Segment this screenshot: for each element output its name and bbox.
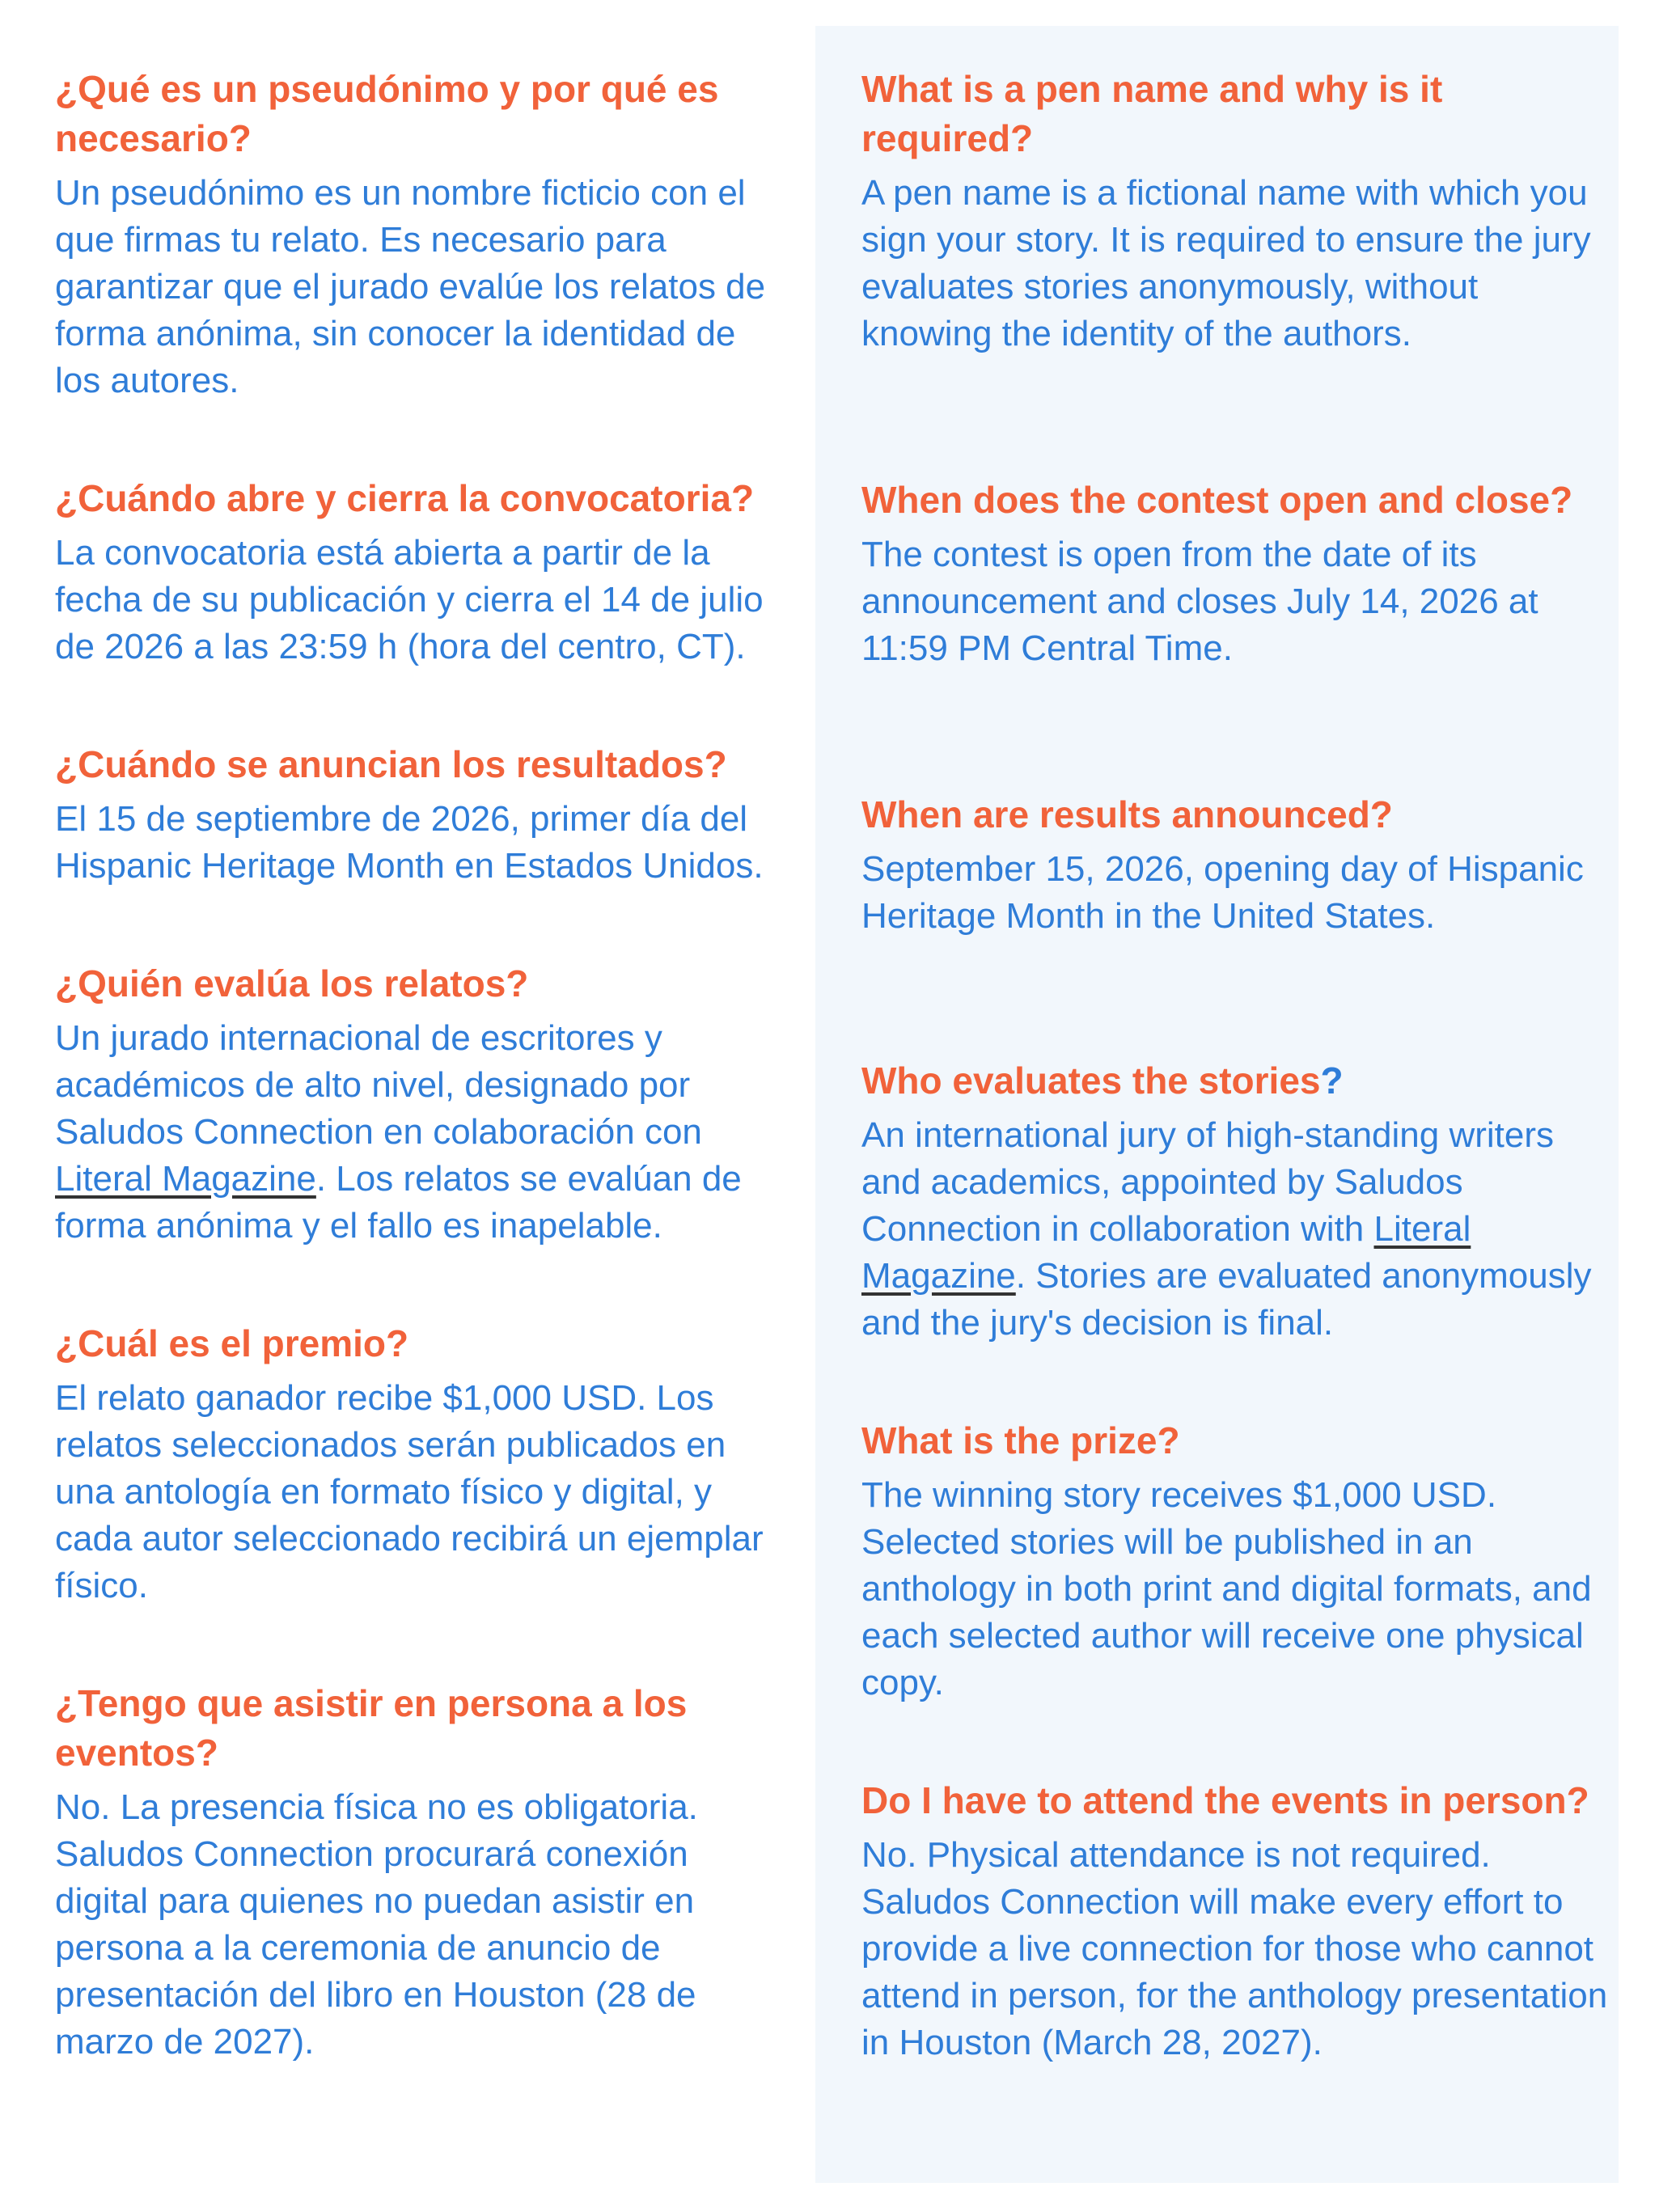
faq-answer: La convocatoria está abierta a partir de la fecha de su publicación y cierra el 14 de julio de 2026 a las 23:59 h (hora del centro, CT).: [55, 533, 764, 666]
faq-item-jury-es: [55, 959, 783, 1250]
faq-item-attendance-en: [861, 1776, 1610, 2066]
faq-question: ¿Tengo que asistir en persona a los eventos?: [55, 1682, 688, 1774]
faq-question: ¿Cuándo abre y cierra la convocatoria?: [55, 477, 755, 519]
faq-answer: September 15, 2026, opening day of Hispanic Heritage Month in the United States.: [861, 849, 1584, 936]
faq-answer: El 15 de septiembre de 2026, primer día del Hispanic Heritage Month en Estados Unidos.: [55, 799, 764, 886]
faq-question: ¿Cuándo se anuncian los resultados?: [55, 743, 727, 785]
faq-item-dates-en: [861, 476, 1610, 672]
faq-item-dates-es: [55, 474, 783, 670]
faq-answer: The winning story receives $1,000 USD. Selected stories will be published in an anthology in both print and digital formats, and each selected author will receive one physical copy.: [861, 1475, 1592, 1702]
faq-answer: A pen name is a fictional name with which you sign your story. It is required to ensure the jury evaluates stories anonymously, without knowing the identity of the authors.: [861, 173, 1591, 353]
faq-answer: [55, 1015, 783, 1250]
faq-question: ¿Quién evalúa los relatos?: [55, 962, 529, 1004]
faq-answer-text: . Stories are evaluated anonymously and the jury's decision is final.: [861, 1256, 1592, 1343]
faq-column-english: [815, 26, 1619, 2183]
faq-question: What is the prize?: [861, 1419, 1180, 1461]
faq-answer: No. Physical attendance is not required. Saludos Connection will make every effort to provide a live connection for those who cannot attend in person, for the anthology presentation in Houston (March 28, 2027).: [861, 1835, 1608, 2062]
faq-answer-text: . Los relatos se evalúan de forma anónima y el fallo es inapelable.: [55, 1159, 742, 1246]
faq-answer: Un pseudónimo es un nombre ficticio con el que firmas tu relato. Es necesario para garantizar que el jurado evalúe los relatos de forma anónima, sin conocer la identidad de los autores.: [55, 173, 766, 400]
faq-answer: No. La presencia física no es obligatoria. Saludos Connection procurará conexión digital para quienes no puedan asistir en persona a la ceremonia de anuncio de presentación del libro en Houston (28 de marzo de 2027).: [55, 1787, 698, 2062]
faq-answer-text: An international jury of high-standing writers and academics, appointed by Saludos Connection in collaboration with: [861, 1115, 1555, 1249]
faq-item-prize-en: [861, 1416, 1610, 1707]
faq-question: ¿Qué es un pseudónimo y por qué es necesario?: [55, 68, 719, 159]
faq-answer: The contest is open from the date of its announcement and closes July 14, 2026 at 11:59 PM Central Time.: [861, 535, 1538, 668]
faq-item-pen-name-en: [861, 65, 1610, 357]
question-mark: ?: [1320, 1059, 1344, 1102]
faq-item-jury-en: [861, 1056, 1610, 1347]
faq-answer: [861, 1112, 1610, 1347]
faq-answer: El relato ganador recibe $1,000 USD. Los relatos seleccionados serán publicados en una antología en formato físico y digital, y cada autor seleccionado recibirá un ejemplar físico.: [55, 1378, 764, 1605]
literal-magazine-link[interactable]: Literal Magazine: [861, 1209, 1471, 1296]
faq-question: When does the contest open and close?: [861, 479, 1573, 521]
faq-question: ¿Cuál es el premio?: [55, 1322, 409, 1364]
faq-column-spanish: [0, 26, 815, 2066]
faq-item-results-en: [861, 790, 1610, 940]
literal-magazine-link[interactable]: Literal Magazine: [55, 1159, 316, 1199]
faq-question: Do I have to attend the events in person?: [861, 1779, 1589, 1821]
faq-question-text: Who evaluates the stories: [861, 1059, 1321, 1102]
faq-answer-text: Un jurado internacional de escritores y académicos de alto nivel, designado por Saludos Connection en colaboración con: [55, 1018, 702, 1152]
faq-question: When are results announced?: [861, 793, 1393, 835]
faq-question: [861, 1056, 1610, 1106]
faq-item-attendance-es: [55, 1679, 783, 2066]
faq-item-prize-es: [55, 1319, 783, 1609]
faq-question: What is a pen name and why is it required?: [861, 68, 1443, 159]
faq-item-pen-name-es: [55, 65, 783, 404]
faq-item-results-es: [55, 740, 783, 890]
